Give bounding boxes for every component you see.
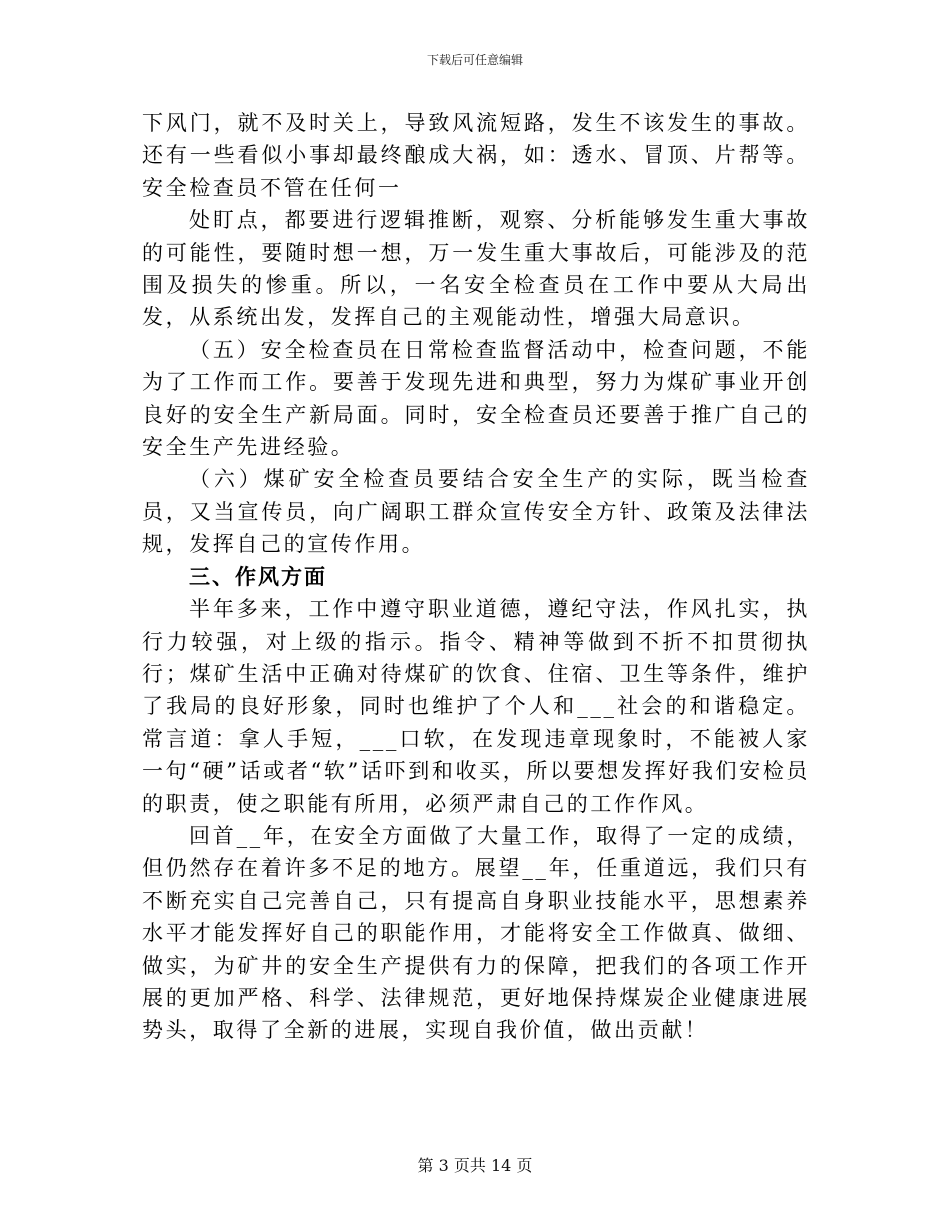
paragraph-item-5: （五）安全检查员在日常检查监督活动中，检查问题，不能为了工作而工作。要善于发现先进和典型，努力为煤矿事业开创良好的安全生产新局面。同时，安全检查员还要善于推广自己的安全生产先进经验。 <box>142 337 810 460</box>
page-number: 第 3 页共 14 页 <box>417 1156 533 1175</box>
paragraph: 半年多来，工作中遵守职业道德，遵纪守法，作风扎实，执行力较强，对上级的指示。指令、精神等做到不折不扣贯彻执行；煤矿生活中正确对待煤矿的饮食、住宿、卫生等条件，维护了我局的良好形象，同时也维护了个人和___社会的和谐稳定。常言道：拿人手短，___口软，在发现违章现象时，不能被人家一句“硬”话或者“软”话吓到和收买，所以要想发挥好我们安检员的职责，使之职能有所用，必须严肃自己的工作作风。 <box>142 597 810 816</box>
page-header: 下载后可任意编辑 <box>426 53 523 67</box>
document-body <box>142 107 810 1047</box>
section-heading: 三、作风方面 <box>189 564 327 589</box>
paragraph-item-6: （六）煤矿安全检查员要结合安全生产的实际，既当检查员，又当宣传员，向广阔职工群众宣传安全方针、政策及法律法规，发挥自己的宣传作用。 <box>142 467 810 557</box>
paragraph-continuation: 下风门，就不及时关上，导致风流短路，发生不该发生的事故。还有一些看似小事却最终酿成大祸，如：透水、冒顶、片帮等。安全检查员不管在任何一 <box>142 111 810 200</box>
paragraph: 处盯点，都要进行逻辑推断，观察、分析能够发生重大事故的可能性，要随时想一想，万一发生重大事故后，可能涉及的范围及损失的惨重。所以，一名安全检查员在工作中要从大局出发，从系统出发，发挥自己的主观能动性，增强大局意识。 <box>142 208 810 330</box>
paragraph: 回首__年，在安全方面做了大量工作，取得了一定的成绩，但仍然存在着许多不足的地方。展望__年，任重道远，我们只有不断充实自己完善自己，只有提高自身职业技能水平，思想素养水平才能发挥好自己的职能作用，才能将安全工作做真、做细、做实，为矿井的安全生产提供有力的保障，把我们的各项工作开展的更加严格、科学、法律规范，更好地保持煤炭企业健康进展势头，取得了全新的进展，实现自我价值，做出贡献！ <box>142 823 810 1043</box>
